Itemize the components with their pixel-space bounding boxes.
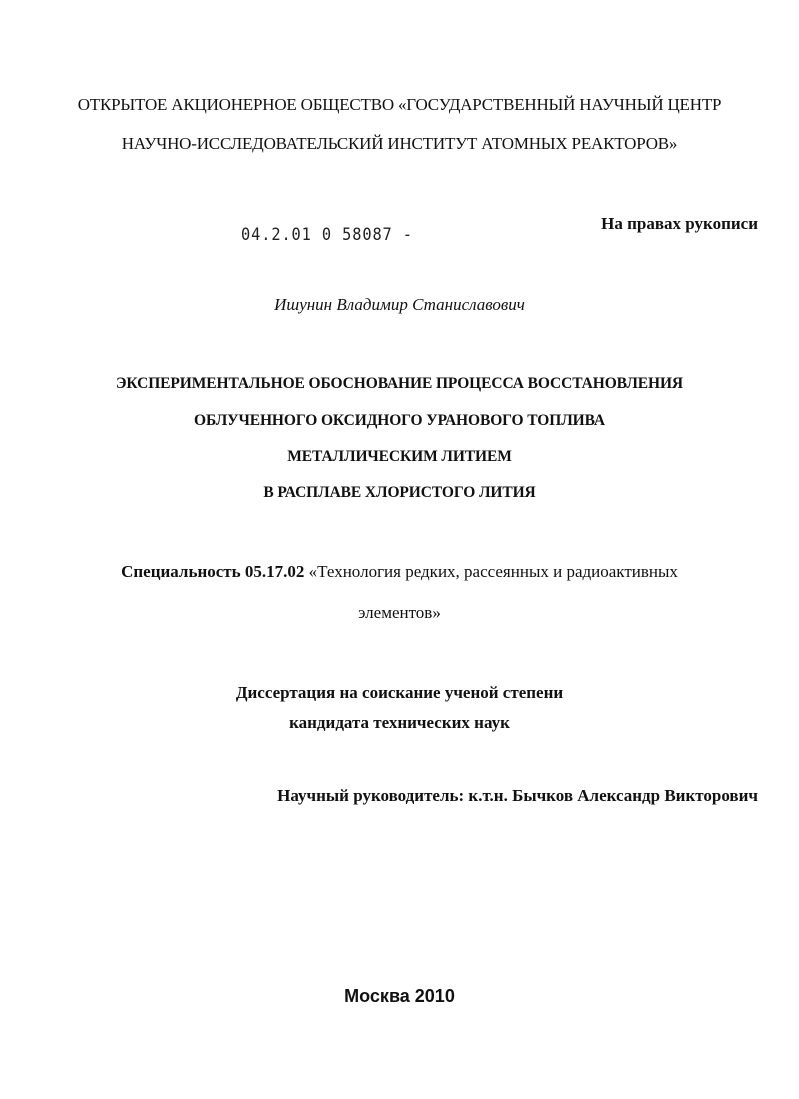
specialty-line-1 bbox=[0, 562, 799, 582]
specialty-name: «Технология редких, рассеянных и радиоактивных bbox=[304, 562, 678, 581]
inventory-stamp-number: 04.2.01 0 58087 - bbox=[241, 225, 413, 245]
rights-note: На правах рукописи bbox=[601, 214, 758, 233]
degree-line-1: Диссертация на соискание ученой степени bbox=[235, 683, 564, 702]
author-name: Ишунин Владимир Станиславович bbox=[274, 295, 525, 314]
title-line-1: ЭКСПЕРИМЕНТАЛЬНОЕ ОБОСНОВАНИЕ ПРОЦЕССА ВОССТАНОВЛЕНИЯ bbox=[115, 375, 684, 392]
organization-line-2: НАУЧНО-ИССЛЕДОВАТЕЛЬСКИЙ ИНСТИТУТ АТОМНЫХ РЕАКТОРОВ» bbox=[121, 134, 678, 153]
specialty-line-2: элементов» bbox=[358, 603, 441, 622]
specialty-code: Специальность 05.17.02 bbox=[121, 562, 305, 581]
city-and-year: Москва 2010 bbox=[344, 986, 455, 1006]
title-line-3: МЕТАЛЛИЧЕСКИМ ЛИТИЕМ bbox=[287, 448, 512, 465]
organization-line-1: ОТКРЫТОЕ АКЦИОНЕРНОЕ ОБЩЕСТВО «ГОСУДАРСТВЕННЫЙ НАУЧНЫЙ ЦЕНТР bbox=[77, 95, 722, 114]
degree-line-2: кандидата технических наук bbox=[289, 713, 510, 732]
scientific-advisor: Научный руководитель: к.т.н. Бычков Александр Викторович bbox=[277, 786, 758, 805]
title-line-2: ОБЛУЧЕННОГО ОКСИДНОГО УРАНОВОГО ТОПЛИВА bbox=[194, 412, 605, 429]
title-line-4: В РАСПЛАВЕ ХЛОРИСТОГО ЛИТИЯ bbox=[263, 484, 536, 501]
